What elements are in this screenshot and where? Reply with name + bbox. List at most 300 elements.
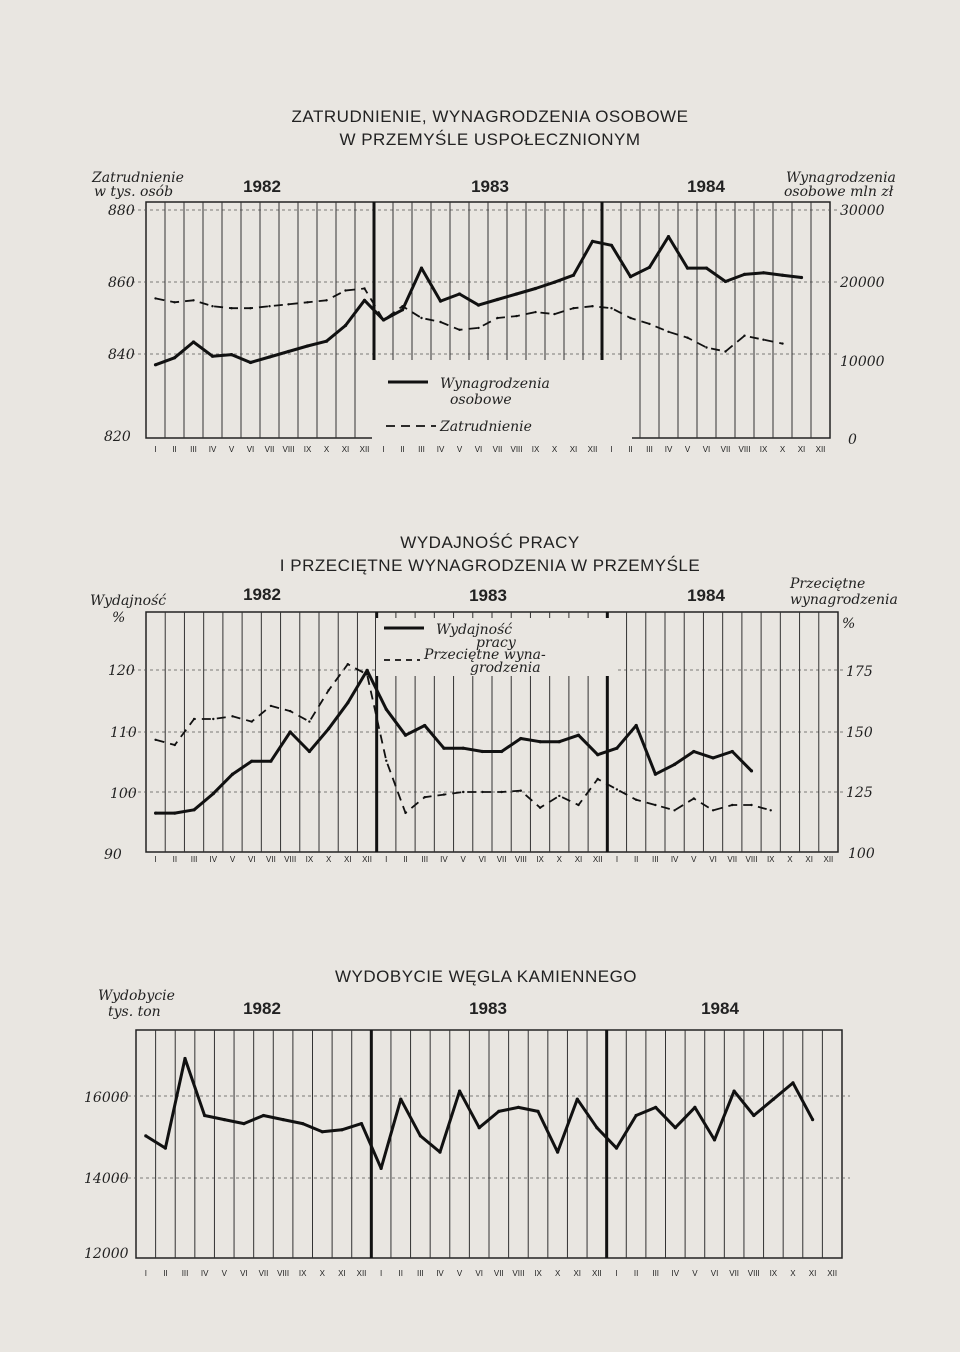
month-tick-label: III <box>418 445 425 454</box>
data-point <box>211 305 213 307</box>
month-tick-label: X <box>325 855 332 864</box>
chart2-left-tick-120: 120 <box>108 663 135 679</box>
data-point <box>667 331 669 333</box>
data-point <box>458 292 461 295</box>
data-point <box>183 1057 186 1060</box>
data-point <box>401 308 404 311</box>
month-tick-label: III <box>181 1269 189 1278</box>
month-tick-label: III <box>646 445 653 454</box>
month-tick-label: XII <box>591 1269 602 1278</box>
data-point <box>211 355 214 358</box>
data-point <box>752 1114 755 1117</box>
data-point <box>686 267 689 270</box>
data-point <box>811 1118 814 1121</box>
data-point <box>712 756 715 759</box>
month-tick-label: VIII <box>282 445 295 454</box>
chart1-year-1984: 1984 <box>687 177 725 196</box>
data-point <box>772 1098 775 1101</box>
data-point <box>654 804 656 806</box>
month-tick-label: VIII <box>738 445 751 454</box>
data-point <box>496 317 498 319</box>
data-point <box>174 744 176 746</box>
chart2-right-tick-125: 125 <box>846 785 873 801</box>
chart1-left-axis-label-2: w tys. osób <box>94 184 174 200</box>
month-tick-label: I <box>382 445 385 454</box>
data-point <box>193 808 196 811</box>
month-tick-label: XII <box>356 1269 367 1278</box>
data-point <box>553 313 555 315</box>
month-tick-label: I <box>154 445 157 454</box>
data-point <box>231 773 234 776</box>
month-tick-label: XII <box>823 855 834 864</box>
data-point <box>615 1147 618 1150</box>
data-point <box>230 307 232 309</box>
data-point <box>610 307 612 309</box>
chart-employment-wages <box>91 107 896 454</box>
month-tick-label: IX <box>305 855 314 864</box>
chart2-left-tick-100: 100 <box>110 786 137 802</box>
chart1-right-tick-0: 0 <box>848 432 857 448</box>
chart1-left-tick-880: 880 <box>108 203 135 219</box>
month-tick-label: VI <box>702 445 711 454</box>
chart2-right-tick-150: 150 <box>846 725 873 741</box>
chart1-left-tick-860: 860 <box>108 275 135 291</box>
data-point <box>347 663 349 665</box>
data-point <box>173 812 176 815</box>
month-tick-label: XI <box>805 855 813 864</box>
month-tick-label: V <box>456 1269 463 1278</box>
chart3-series <box>144 1057 814 1170</box>
data-point <box>615 747 618 750</box>
chart2-left-tick-90: 90 <box>104 847 122 863</box>
month-tick-label: XII <box>827 1269 838 1278</box>
chart-coal-mining <box>84 967 850 1278</box>
data-point <box>705 267 708 270</box>
month-tick-label: IV <box>670 855 679 864</box>
data-point <box>629 275 632 278</box>
data-point <box>251 720 253 722</box>
chart3-left-tick-14000: 14000 <box>84 1171 129 1187</box>
data-point <box>731 804 733 806</box>
data-point <box>534 311 536 313</box>
data-point <box>713 1138 716 1141</box>
chart1-legend-solid-1: Wynagrodzenia <box>440 376 550 392</box>
data-point <box>154 739 156 741</box>
chart2-legend-solid-1: Wydajność <box>436 622 513 638</box>
data-point <box>424 796 426 798</box>
data-point <box>743 273 746 276</box>
chart-productivity-wages <box>90 533 898 864</box>
month-tick-label: XI <box>808 1269 817 1278</box>
month-tick-label: VII <box>492 445 503 454</box>
month-tick-label: VII <box>493 1269 504 1278</box>
data-point <box>363 287 365 289</box>
data-point <box>693 797 695 799</box>
month-tick-label: VIII <box>514 855 527 864</box>
data-point <box>192 340 195 343</box>
data-point <box>462 747 465 750</box>
month-tick-label: V <box>692 1269 698 1278</box>
month-tick-label: XI <box>797 445 806 454</box>
data-point <box>301 1122 304 1125</box>
month-tick-label: X <box>554 1269 561 1278</box>
month-tick-label: III <box>417 1269 424 1278</box>
data-point <box>458 1090 461 1093</box>
month-tick-label: VI <box>246 445 255 454</box>
data-point <box>230 353 233 356</box>
data-point <box>477 304 480 307</box>
chart1-right-tick-20000: 20000 <box>840 275 885 291</box>
data-point <box>404 812 406 814</box>
data-point <box>154 297 156 299</box>
data-point <box>654 773 657 776</box>
data-point <box>250 760 253 763</box>
month-tick-label: VIII <box>745 855 758 864</box>
data-point <box>558 795 560 797</box>
chart1-series <box>154 235 803 366</box>
data-point <box>268 355 271 358</box>
data-point <box>591 305 593 307</box>
data-point <box>380 1167 383 1170</box>
month-tick-label: IV <box>436 445 445 454</box>
data-point <box>344 289 346 291</box>
data-point <box>616 788 618 790</box>
chart2-right-tick-175: 175 <box>846 664 873 680</box>
month-tick-label: VII <box>727 855 738 864</box>
data-point <box>289 730 292 733</box>
chart2-left-axis-label-2: % <box>112 610 126 626</box>
month-tick-label: XII <box>592 855 603 864</box>
chart3-grid <box>116 1030 850 1258</box>
month-tick-label: XII <box>587 445 598 454</box>
month-tick-label: XI <box>573 1269 582 1278</box>
chart3-title: WYDOBYCIE WĘGLA KAMIENNEGO <box>334 967 638 986</box>
chart2-left-tick-110: 110 <box>110 725 137 741</box>
data-point <box>673 809 675 811</box>
month-tick-label: II <box>400 445 405 454</box>
month-tick-label: VI <box>240 1269 248 1278</box>
data-point <box>144 1134 147 1137</box>
month-tick-label: VII <box>729 1269 740 1278</box>
data-point <box>306 344 309 347</box>
month-tick-label: IV <box>436 1269 444 1278</box>
data-point <box>539 740 542 743</box>
month-tick-label: XI <box>338 1269 346 1278</box>
month-tick-label: II <box>172 445 177 454</box>
chart2-legend-dashed-2: grodzenia <box>470 660 541 676</box>
chart2-right-tick-100: 100 <box>848 846 875 862</box>
month-tick-label: XII <box>362 855 372 864</box>
data-point <box>496 298 499 301</box>
data-point <box>439 300 442 303</box>
data-point <box>536 1110 539 1113</box>
data-point <box>556 1151 559 1154</box>
chart1-right-axis-label-2: osobowe mln zł <box>784 184 894 200</box>
data-point <box>327 689 329 691</box>
month-tick-label: I <box>610 445 613 454</box>
month-tick-label: VII <box>720 445 731 454</box>
month-tick-label: III <box>652 855 659 864</box>
chart3-left-tick-12000: 12000 <box>84 1246 129 1262</box>
month-tick-label: VIII <box>510 445 523 454</box>
month-tick-label: IX <box>759 445 768 454</box>
chart3-year-1982: 1982 <box>243 999 281 1018</box>
data-point <box>462 791 464 793</box>
data-point <box>743 335 745 337</box>
data-point <box>249 361 252 364</box>
month-tick-label: IV <box>440 855 448 864</box>
month-tick-label: II <box>633 855 639 864</box>
data-point <box>534 287 537 290</box>
data-point <box>438 1151 441 1154</box>
data-point <box>287 303 289 305</box>
series-line-przeci-tne-wynagrodzenia <box>156 664 771 813</box>
chart1-left-tick-840: 840 <box>108 347 135 363</box>
data-point <box>154 812 157 815</box>
data-point <box>577 734 580 737</box>
chart1-legend <box>372 360 632 440</box>
data-point <box>325 340 328 343</box>
month-tick-label: VI <box>475 1269 483 1278</box>
data-point <box>750 804 752 806</box>
chart2-right-axis-label-1: Przeciętne <box>790 576 866 592</box>
month-tick-label: V <box>229 855 236 864</box>
data-point <box>419 1134 422 1137</box>
data-point <box>762 271 765 274</box>
month-tick-label: VII <box>266 855 276 864</box>
data-point <box>800 276 803 279</box>
data-point <box>515 292 518 295</box>
month-tick-label: VI <box>709 855 717 864</box>
data-point <box>346 701 349 704</box>
month-tick-label: VIII <box>284 855 297 864</box>
month-tick-label: IV <box>664 445 673 454</box>
data-point <box>515 315 517 317</box>
month-tick-label: V <box>460 855 466 864</box>
chart3-left-tick-16000: 16000 <box>84 1090 129 1106</box>
chart1-legend-solid-2: osobowe <box>450 392 512 408</box>
chart3-year-1983: 1983 <box>469 999 507 1018</box>
data-point <box>591 240 594 243</box>
month-tick-label: VIII <box>277 1269 290 1278</box>
data-point <box>203 1114 206 1117</box>
chart1-title-line1: ZATRUDNIENIE, WYNAGRODZENIA OSOBOWE <box>291 107 689 126</box>
chart2-year-1984: 1984 <box>687 586 725 605</box>
month-tick-label: II <box>403 855 408 864</box>
data-point <box>268 305 270 307</box>
month-tick-label: XI <box>574 855 583 864</box>
data-point <box>439 321 441 323</box>
month-tick-label: III <box>190 445 197 454</box>
data-point <box>572 307 574 309</box>
data-point <box>686 337 688 339</box>
month-tick-label: IX <box>769 1269 778 1278</box>
data-point <box>497 1110 500 1113</box>
series-line-wydobycie-w-gla-kamiennego <box>146 1059 813 1169</box>
chart1-left-axis-label-1: Zatrudnienie <box>92 170 184 186</box>
data-point <box>791 1081 794 1084</box>
chart2-right-axis-label-2: wynagrodzenia <box>790 592 898 608</box>
data-point <box>399 1098 402 1101</box>
month-tick-label: III <box>190 855 198 864</box>
chart1-right-tick-10000: 10000 <box>840 354 885 370</box>
chart1-right-tick-30000: 30000 <box>840 203 885 219</box>
chart2-legend <box>376 618 616 676</box>
month-tick-label: IX <box>534 1269 542 1278</box>
data-point <box>212 792 215 795</box>
month-tick-label: VI <box>247 855 256 864</box>
month-tick-label: XII <box>359 445 370 454</box>
chart3-month-labels <box>145 1269 837 1278</box>
month-tick-label: V <box>228 445 235 454</box>
month-tick-label: I <box>385 855 388 864</box>
data-point <box>762 339 764 341</box>
data-point <box>635 799 637 801</box>
data-point <box>635 724 638 727</box>
data-point <box>385 708 388 711</box>
month-tick-label: IX <box>766 855 775 864</box>
data-point <box>520 790 522 792</box>
chart2-legend-dashed-1: Przeciętne wyna- <box>424 647 546 663</box>
month-tick-label: XI <box>341 445 350 454</box>
data-point <box>770 809 772 811</box>
data-point <box>477 327 479 329</box>
month-tick-label: VI <box>710 1269 719 1278</box>
chart1-month-labels <box>154 445 825 454</box>
data-point <box>192 299 194 301</box>
data-point <box>500 791 502 793</box>
data-point <box>385 760 387 762</box>
month-tick-label: X <box>319 1269 325 1278</box>
data-point <box>635 1114 638 1117</box>
data-point <box>705 346 707 348</box>
month-tick-label: VII <box>264 445 275 454</box>
month-tick-label: III <box>421 855 429 864</box>
chart1-right-axis-label-1: Wynagrodzenia <box>786 170 896 186</box>
month-tick-label: IX <box>536 855 544 864</box>
data-point <box>340 1128 343 1131</box>
data-point <box>363 299 366 302</box>
data-point <box>750 769 753 772</box>
data-point <box>692 750 695 753</box>
data-point <box>576 1098 579 1101</box>
data-point <box>597 778 599 780</box>
month-tick-label: IV <box>208 445 217 454</box>
month-tick-label: I <box>615 1269 618 1278</box>
data-point <box>173 301 175 303</box>
data-point <box>242 1122 245 1125</box>
month-tick-label: II <box>628 445 633 454</box>
data-point <box>781 274 784 277</box>
data-point <box>262 1114 265 1117</box>
data-point <box>401 305 403 307</box>
data-point <box>481 791 483 793</box>
data-point <box>289 710 291 712</box>
data-point <box>308 750 311 753</box>
data-point <box>674 1126 677 1129</box>
data-point <box>223 1118 226 1121</box>
data-point <box>648 323 650 325</box>
month-tick-label: III <box>652 1269 660 1278</box>
data-point <box>478 1126 481 1129</box>
month-tick-label: VII <box>258 1269 269 1278</box>
chart1-year-1982: 1982 <box>243 177 281 196</box>
month-tick-label: XII <box>815 445 826 454</box>
chart2-year-1983: 1983 <box>469 586 507 605</box>
data-point <box>382 319 384 321</box>
chart3-left-axis-label-2: tys. ton <box>108 1004 161 1020</box>
data-point <box>344 324 347 327</box>
data-point <box>423 724 426 727</box>
month-tick-label: II <box>172 855 178 864</box>
chart2-left-axis-label-1: Wydajność <box>90 593 167 609</box>
month-tick-label: I <box>380 1269 383 1278</box>
chart2-title-line1: WYDAJNOŚĆ PRACY <box>400 533 580 552</box>
month-tick-label: VI <box>474 445 483 454</box>
data-point <box>308 720 310 722</box>
month-tick-label: IV <box>671 1269 680 1278</box>
data-point <box>420 267 423 270</box>
data-point <box>519 737 522 740</box>
month-tick-label: V <box>691 855 697 864</box>
month-tick-label: X <box>551 445 558 454</box>
data-point <box>442 747 445 750</box>
data-point <box>458 329 460 331</box>
month-tick-label: IX <box>298 1269 307 1278</box>
data-point <box>404 734 407 737</box>
month-tick-label: VI <box>478 855 487 864</box>
month-tick-label: I <box>144 1269 147 1278</box>
data-point <box>366 669 369 672</box>
chart1-legend-dashed: Zatrudnienie <box>440 419 532 435</box>
chart1-title-line2: W PRZEMYŚLE USPOŁECZNIONYM <box>339 130 641 149</box>
month-tick-label: X <box>323 445 330 454</box>
data-point <box>724 280 727 283</box>
data-point <box>306 301 308 303</box>
chart2-year-1982: 1982 <box>243 585 281 604</box>
month-tick-label: II <box>163 1269 168 1278</box>
chart2-title-line2: I PRZECIĘTNE WYNAGRODZENIA W PRZEMYŚLE <box>279 556 701 575</box>
data-point <box>712 809 714 811</box>
data-point <box>269 760 272 763</box>
data-point <box>193 718 195 720</box>
data-point <box>327 727 330 730</box>
chart2-right-axis-label-3: % <box>842 616 856 632</box>
data-point <box>287 350 290 353</box>
chart3-year-1984: 1984 <box>701 999 739 1018</box>
data-point <box>595 1126 598 1129</box>
month-tick-label: IX <box>531 445 540 454</box>
data-point <box>231 715 233 717</box>
month-tick-label: IV <box>209 855 218 864</box>
month-tick-label: XI <box>344 855 352 864</box>
data-point <box>558 740 561 743</box>
data-point <box>443 793 445 795</box>
data-point <box>724 350 726 352</box>
data-point <box>553 281 556 284</box>
data-point <box>572 274 575 277</box>
month-tick-label: II <box>398 1269 403 1278</box>
data-point <box>517 1106 520 1109</box>
data-point <box>282 1118 285 1121</box>
data-point <box>596 753 599 756</box>
month-tick-label: V <box>221 1269 227 1278</box>
data-point <box>360 1122 363 1125</box>
month-tick-label: X <box>779 445 786 454</box>
chart1-year-1983: 1983 <box>471 177 509 196</box>
data-point <box>733 1090 736 1093</box>
month-tick-label: X <box>790 1269 796 1278</box>
